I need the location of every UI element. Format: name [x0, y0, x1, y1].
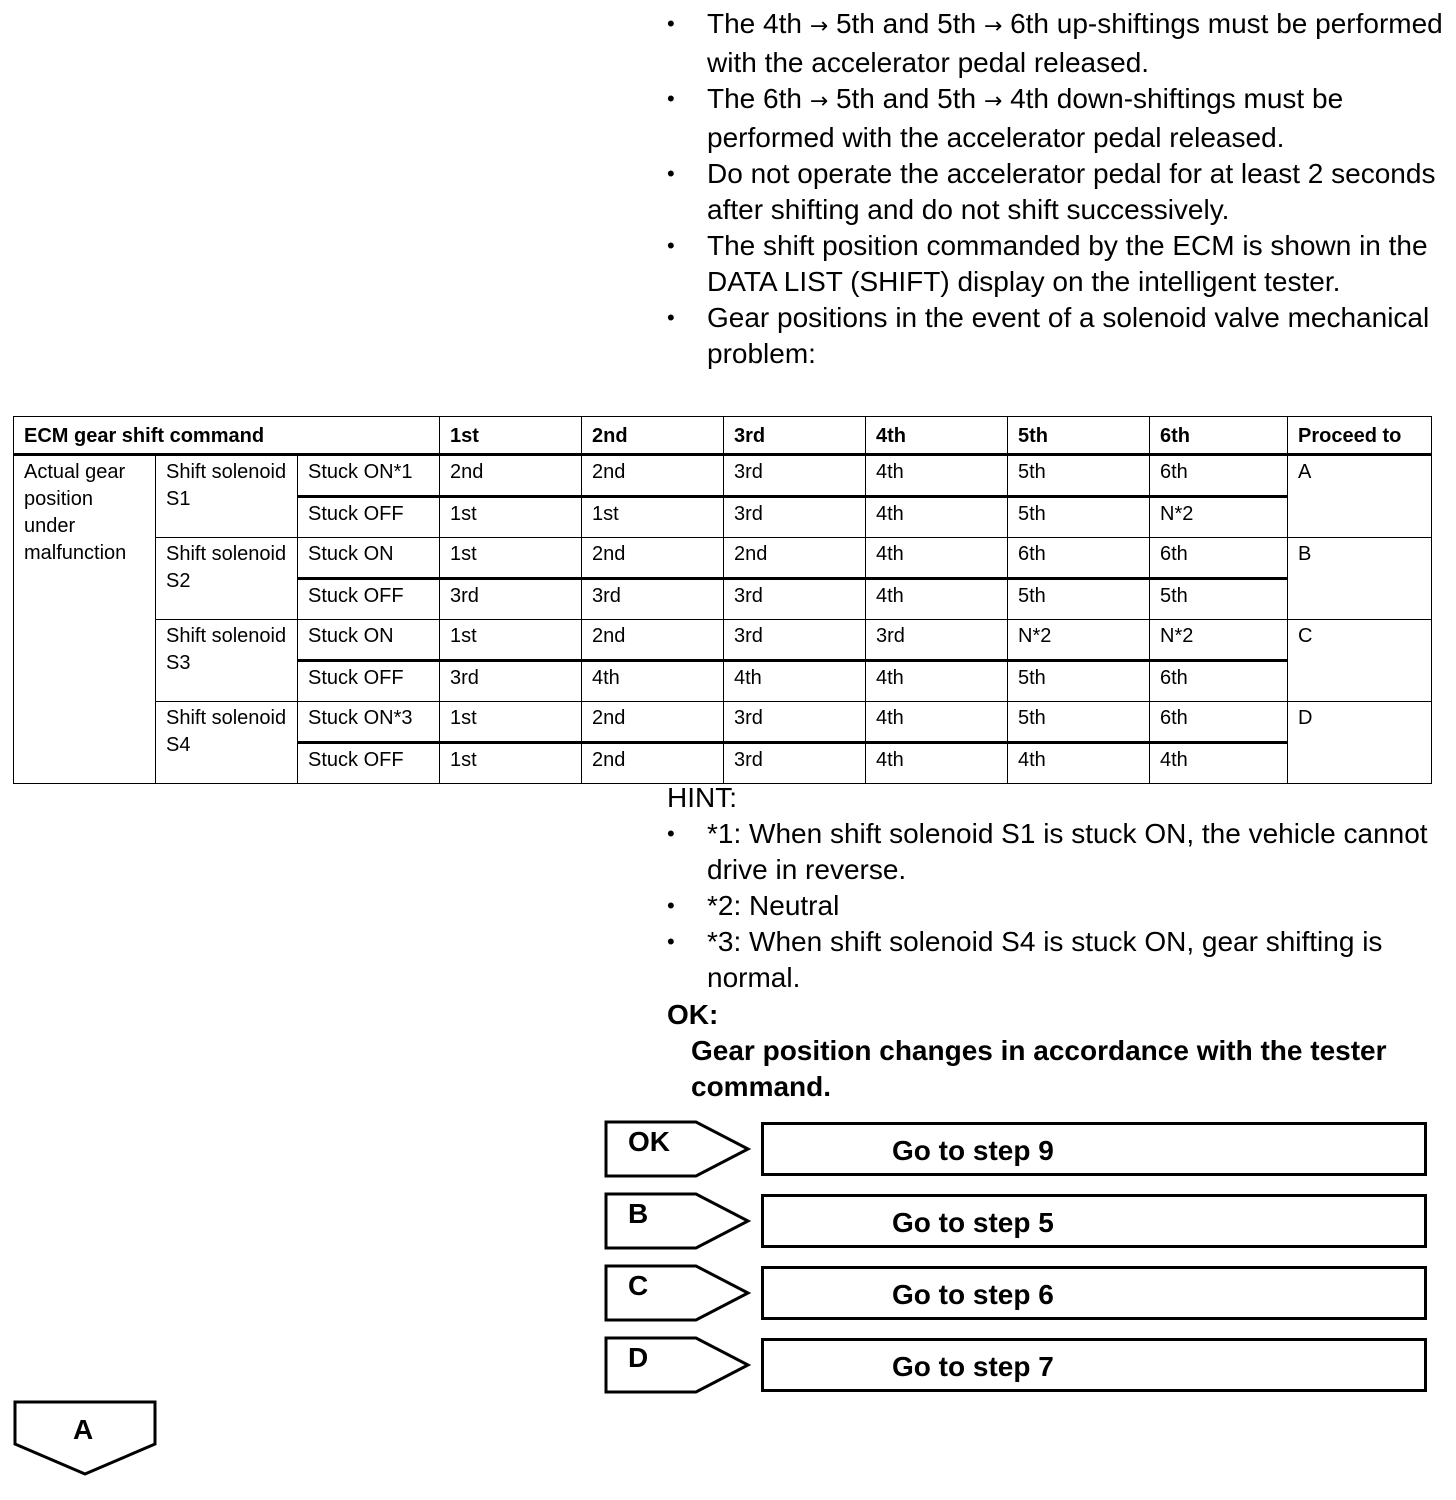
gear-value-cell: 6th	[1150, 538, 1288, 579]
note-item: • The 6th → 5th and 5th → 4th down-shiftings must be performed with the accelerator pedal released.	[667, 83, 1344, 153]
gear-value-cell: 3rd	[724, 497, 866, 538]
gear-value-cell: N*2	[1150, 497, 1288, 538]
bullet-dot: •	[667, 161, 675, 186]
gear-value-cell: 1st	[440, 538, 582, 579]
bullet-dot: •	[667, 821, 675, 846]
note-item: • The shift position commanded by the ECM is shown in the DATA LIST (SHIFT) display on the intelligent tester.	[667, 230, 1428, 297]
malfunction-state: Stuck OFF	[298, 661, 440, 702]
table-row	[14, 620, 1432, 661]
column-header: 2nd	[582, 417, 724, 455]
gear-value-cell: 5th	[1008, 702, 1150, 743]
column-header: 5th	[1008, 417, 1150, 455]
gear-value-cell: 2nd	[582, 620, 724, 661]
gear-value-cell: 5th	[1008, 455, 1150, 497]
gear-value-cell: 3rd	[724, 702, 866, 743]
gear-value-cell: 4th	[1008, 743, 1150, 784]
proceed-to-cell: A	[1288, 455, 1432, 538]
bullet-dot: •	[667, 233, 675, 258]
branch-target: Go to step 5	[892, 1207, 1054, 1238]
branch-target-box[interactable]	[761, 1338, 1427, 1392]
gear-value-cell: 6th	[1150, 661, 1288, 702]
gear-value-cell: 1st	[440, 497, 582, 538]
malfunction-state: Stuck OFF	[298, 743, 440, 784]
note-item: • Do not operate the accelerator pedal for at least 2 seconds after shifting and do not shift successively.	[667, 158, 1436, 225]
bullet-dot: •	[667, 305, 675, 330]
malfunction-state: Stuck ON	[298, 620, 440, 661]
arrow-right-icon: →	[983, 89, 1003, 114]
ok-label: OK:	[667, 999, 719, 1030]
column-header: 6th	[1150, 417, 1288, 455]
branch-b[interactable]	[604, 1192, 1432, 1252]
column-header: 3rd	[724, 417, 866, 455]
proceed-to-cell: B	[1288, 538, 1432, 620]
branch-label: D	[628, 1342, 649, 1373]
gear-value-cell: 4th	[866, 579, 1008, 620]
branch-d[interactable]	[604, 1336, 1432, 1396]
hint-item: • *1: When shift solenoid S1 is stuck ON, the vehicle cannot drive in reverse.	[667, 818, 1428, 885]
procedure-notes	[667, 6, 1447, 372]
malfunction-state: Stuck OFF	[298, 497, 440, 538]
branch-target-box[interactable]	[761, 1194, 1427, 1248]
gear-value-cell: 3rd	[440, 661, 582, 702]
bullet-dot: •	[667, 893, 675, 918]
branch-target-box[interactable]	[761, 1122, 1427, 1176]
gear-value-cell: 2nd	[582, 538, 724, 579]
gear-value-cell: 3rd	[724, 579, 866, 620]
malfunction-state: Stuck ON	[298, 538, 440, 579]
gear-value-cell: 2nd	[724, 538, 866, 579]
branch-label: B	[628, 1198, 649, 1229]
table-header-row	[14, 417, 1432, 455]
arrow-right-icon: →	[809, 14, 829, 39]
gear-value-cell: 2nd	[440, 455, 582, 497]
branch-target: Go to step 9	[892, 1135, 1054, 1166]
branch-arrow-icon	[604, 1264, 754, 1322]
gear-value-cell: 2nd	[582, 702, 724, 743]
note-item: • Gear positions in the event of a solenoid valve mechanical problem:	[667, 302, 1430, 369]
gear-value-cell: 3rd	[724, 455, 866, 497]
branch-ok[interactable]	[604, 1120, 1432, 1180]
gear-value-cell: 4th	[866, 702, 1008, 743]
gear-value-cell: 5th	[1150, 579, 1288, 620]
gear-value-cell: 6th	[1150, 455, 1288, 497]
gear-value-cell: 4th	[724, 661, 866, 702]
gear-value-cell: N*2	[1008, 620, 1150, 661]
solenoid-label: Shift solenoid S4	[156, 702, 298, 784]
malfunction-state: Stuck ON*1	[298, 455, 440, 497]
gear-value-cell: 4th	[866, 497, 1008, 538]
hint-section	[667, 780, 1447, 996]
gear-value-cell: 3rd	[440, 579, 582, 620]
gear-value-cell: 2nd	[582, 743, 724, 784]
column-header: ECM gear shift command	[14, 417, 440, 455]
malfunction-state: Stuck OFF	[298, 579, 440, 620]
gear-value-cell: 4th	[582, 661, 724, 702]
branch-target: Go to step 6	[892, 1279, 1054, 1310]
gear-value-cell: 1st	[440, 702, 582, 743]
gear-value-cell: 1st	[440, 743, 582, 784]
solenoid-label: Shift solenoid S2	[156, 538, 298, 620]
gear-value-cell: 4th	[866, 743, 1008, 784]
table-row	[14, 538, 1432, 579]
arrow-right-icon: →	[983, 14, 1003, 39]
solenoid-label: Shift solenoid S3	[156, 620, 298, 702]
bullet-dot: •	[667, 11, 675, 36]
gear-value-cell: 5th	[1008, 661, 1150, 702]
gear-value-cell: 3rd	[724, 743, 866, 784]
proceed-to-cell: D	[1288, 702, 1432, 784]
bullet-dot: •	[667, 86, 675, 111]
solenoid-label: Shift solenoid S1	[156, 455, 298, 538]
gear-value-cell: 6th	[1150, 702, 1288, 743]
proceed-to-cell: C	[1288, 620, 1432, 702]
gear-value-cell: 4th	[1150, 743, 1288, 784]
branch-c[interactable]	[604, 1264, 1432, 1324]
gear-value-cell: 4th	[866, 455, 1008, 497]
note-item: • The 4th → 5th and 5th → 6th up-shiftings must be performed with the accelerator pedal released.	[667, 8, 1443, 78]
next-step-label: A	[73, 1414, 94, 1445]
gear-value-cell: 3rd	[866, 620, 1008, 661]
ok-criteria: Gear position changes in accordance with the tester command.	[691, 1035, 1387, 1102]
branch-target: Go to step 7	[892, 1351, 1054, 1382]
malfunction-state: Stuck ON*3	[298, 702, 440, 743]
hint-title: HINT:	[667, 782, 737, 813]
row-group-label: Actual gear position under malfunction	[14, 455, 156, 784]
gear-value-cell: 5th	[1008, 579, 1150, 620]
column-header: Proceed to	[1288, 417, 1432, 455]
gear-value-cell: 2nd	[582, 455, 724, 497]
arrow-right-icon: →	[809, 89, 829, 114]
gear-value-cell: 3rd	[582, 579, 724, 620]
branch-label: C	[628, 1270, 649, 1301]
next-step-connector[interactable]	[13, 1400, 159, 1478]
hint-item: • *2: Neutral	[667, 888, 1447, 924]
branch-arrow-icon	[604, 1192, 754, 1250]
column-header: 1st	[440, 417, 582, 455]
column-header: 4th	[866, 417, 1008, 455]
table-row	[14, 455, 1432, 497]
branch-arrow-icon	[604, 1336, 754, 1394]
hint-item: • *3: When shift solenoid S4 is stuck ON, gear shifting is normal.	[667, 926, 1383, 993]
table-row	[14, 702, 1432, 743]
branch-target-box[interactable]	[761, 1266, 1427, 1320]
gear-value-cell: 5th	[1008, 497, 1150, 538]
gear-value-cell: 3rd	[724, 620, 866, 661]
gear-value-cell: 4th	[866, 661, 1008, 702]
bullet-dot: •	[667, 929, 675, 954]
gear-position-table	[13, 416, 1432, 784]
gear-value-cell: 1st	[582, 497, 724, 538]
branch-arrow-icon	[604, 1120, 754, 1178]
hint-list	[667, 816, 1447, 996]
gear-value-cell: N*2	[1150, 620, 1288, 661]
gear-value-cell: 1st	[440, 620, 582, 661]
branch-label: OK	[628, 1126, 670, 1157]
gear-value-cell: 6th	[1008, 538, 1150, 579]
gear-value-cell: 4th	[866, 538, 1008, 579]
